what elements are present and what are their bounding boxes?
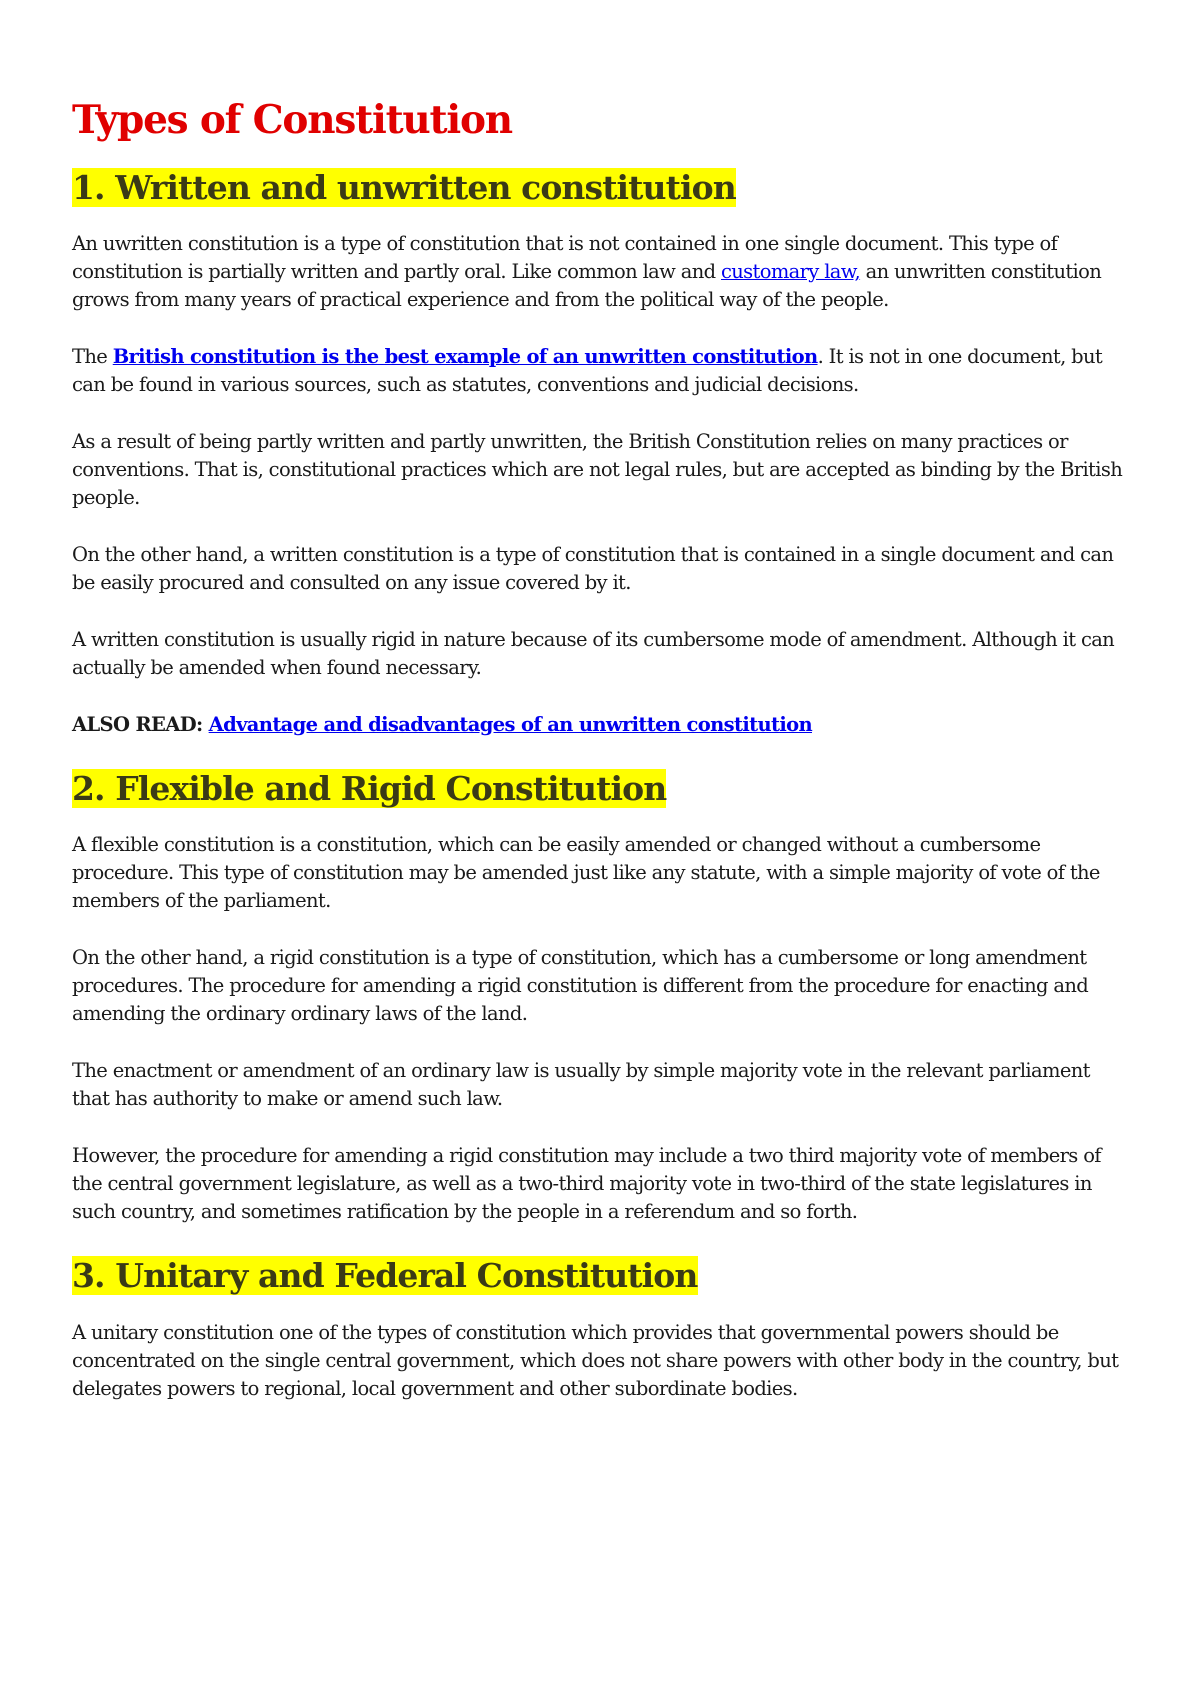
section-heading-text: 1. Written and unwritten constitution (72, 167, 736, 207)
customary-law-link[interactable]: customary law, (721, 260, 861, 283)
section-unitary-federal (72, 1255, 1132, 1402)
section-flexible-rigid (72, 768, 1132, 1226)
paragraph: However, the procedure for amending a rigid constitution may include a two third majority vote of members of the central government legislature, as well as a two-third majority vote in two-third of the state legislatures in such country, and sometimes ratification by the people in a referendum and so forth. (72, 1144, 1101, 1224)
section-heading (72, 167, 1132, 208)
paragraph: A unitary constitution one of the types of constitution which provides that governmental powers should be concentrated on the single central government, which does not share powers with other body in the country, but delegates powers to regional, local government and other subordinate bodies. (72, 1320, 1119, 1400)
document-title: Types of Constitution (72, 97, 512, 143)
paragraph: On the other hand, a written constitution is a type of constitution that is contained in a single document and can be easily procured and consulted on any issue covered by it. (72, 543, 1114, 594)
also-read (72, 711, 1132, 739)
paragraph-text: An uwritten constitution is a type of constitution that is not contained in one single document. This type of constitution is partially written and partly oral. Like common law and (72, 232, 1058, 283)
section-heading-text: 2. Flexible and Rigid Constitution (72, 769, 667, 808)
section-heading (72, 1255, 1132, 1296)
section-heading (72, 768, 1132, 809)
paragraph-text: The (72, 345, 113, 368)
document-page (72, 96, 1132, 1432)
also-read-label: ALSO READ: (72, 713, 209, 736)
paragraph (72, 343, 1132, 399)
paragraph: A written constitution is usually rigid in nature because of its cumbersome mode of amendment. Although it can actually be amended when found necessary. (72, 628, 1115, 679)
section-heading-text: 3. Unitary and Federal Constitution (72, 1256, 698, 1296)
british-constitution-link[interactable]: British constitution is the best example of an unwritten constitution (112, 345, 818, 368)
paragraph: A flexible constitution is a constitution, which can be easily amended or changed without a cumbersome procedure. This type of constitution may be amended just like any statute, with a simple majority of vote of the members of the parliament. (72, 833, 1100, 913)
paragraph: As a result of being partly written and partly unwritten, the British Constitution relies on many practices or conventions. That is, constitutional practices which are not legal rules, but are accepted as binding by the British people. (72, 430, 1123, 509)
also-read-link[interactable]: Advantage and disadvantages of an unwritten constitution (208, 713, 812, 736)
paragraph: The enactment or amendment of an ordinary law is usually by simple majority vote in the relevant parliament that has authority to make or amend such law. (72, 1059, 1090, 1111)
paragraph-text: an unwritten constitution grows from many years of practical experience and from the political way of the people. (72, 260, 1102, 311)
paragraph-text: . It is not in one document, but can be found in various sources, such as statutes, conventions and judicial decisions. (72, 345, 1103, 396)
paragraph: On the other hand, a rigid constitution is a type of constitution, which has a cumbersome or long amendment procedures. The procedure for amending a rigid constitution is different from the procedure for enacting and amending the ordinary ordinary laws of the land. (72, 946, 1089, 1026)
section-written-unwritten (72, 167, 1132, 739)
paragraph (72, 230, 1132, 314)
